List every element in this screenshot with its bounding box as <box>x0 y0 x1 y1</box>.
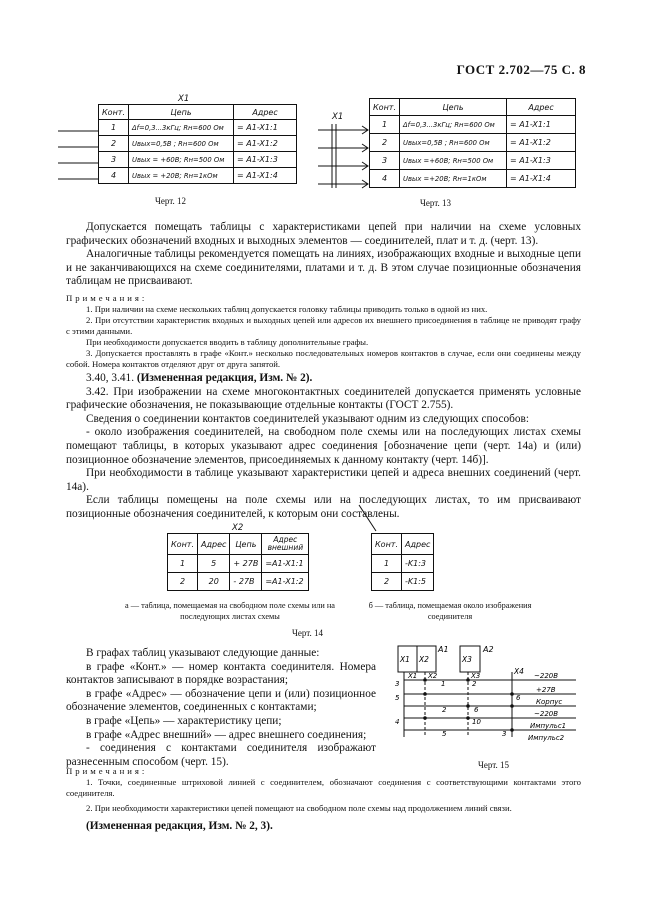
paragraph: Аналогичные таблицы рекомендуется помещать на линиях, изображающих входные и выходные цепи и не заканчивающихся на схеме соединителями, платами и т. д. В этом случае позиционные обозначения таблицам не присваивают. <box>66 248 581 288</box>
svg-text:5: 5 <box>442 730 447 738</box>
table-row: 1 Δf=0,3...3кГц; Rн=600 Ом = A1-X1:1 <box>99 120 297 136</box>
table-row: 2 -K1:5 <box>372 573 434 591</box>
paragraph: В графах таблиц указывают следующие данные: <box>86 647 320 659</box>
svg-text:3: 3 <box>502 730 507 738</box>
paragraph: - около изображения соединителей, на свободном поле схемы или на последующих листах схемы помещают таблицы, в которых указывают адрес соединения [обозначение цепи (черт. 14а) и (или) позиционное обозначение элементов, присоединяемых к данному контакту (черт. 14б)]. <box>66 426 581 466</box>
fig14-leader-line <box>356 503 380 533</box>
fig12-caption: Черт. 12 <box>155 196 186 206</box>
svg-text:2: 2 <box>442 706 447 714</box>
table-row: 1 5 + 27В =A1-X1:1 <box>168 555 309 573</box>
page-header: ГОСТ 2.702—75 С. 8 <box>456 62 586 77</box>
fig15-label-x3s: X3 <box>471 672 481 680</box>
svg-text:3: 3 <box>395 680 400 688</box>
fig15-label-x4: X4 <box>514 667 524 676</box>
table-row: 2 Uвых=0,5В ; Rн=600 Ом = A1-X1:2 <box>370 134 576 152</box>
table-row: 2 20 - 27В =A1-X1:2 <box>168 573 309 591</box>
note-item: 1. При наличии на схеме нескольких таблиц допускается головку таблицы приводить только в одной из них. <box>86 303 488 314</box>
fig15-signal: Импульс1 <box>530 722 567 730</box>
fig15-diagram <box>384 640 590 750</box>
table-row: 4 Uвых = +20В; Rн=1кОм = A1-X1:4 <box>99 168 297 184</box>
fig14b-table: Конт. Адрес 1 -K1:3 2 -K1:5 <box>371 533 434 591</box>
fig15-signal: Корпус <box>536 698 563 706</box>
paragraph: При необходимости в таблице указывают характеристики цепей и адреса внешних соединений (черт. 14а). <box>66 467 581 493</box>
paragraph: - соединения с контактами соединителя изображают разнесенным способом (черт. 15). <box>66 742 376 768</box>
fig15-signal: Импульс2 <box>528 734 565 742</box>
fig12-connector-label: X1 <box>178 94 190 104</box>
table-row: 2 Uвых=0,5В ; Rн=600 Ом = A1-X1:2 <box>99 136 297 152</box>
fig13-table: Конт. Цепь Адрес 1 Δf=0,3...3кГц; Rн=600 Ом = A1-X1:1 2 Uвых=0,5В ; Rн=600 Ом = A1-X1:2 3 Uвых =+60В; Rн=500 Ом = A1-X1:3 4 Uвых =+20В; Rн=1кОм = A1-X1:4 <box>369 98 576 188</box>
table-row: 4 Uвых =+20В; Rн=1кОм = A1-X1:4 <box>370 170 576 188</box>
table-row: 1 -K1:3 <box>372 555 434 573</box>
svg-text:1: 1 <box>441 680 446 688</box>
fig14b-label: б — таблица, помещаемая около изображения соединителя <box>368 601 532 621</box>
table-row: 1 Δf=0,3...3кГц; Rн=600 Ом = A1-X1:1 <box>370 116 576 134</box>
text-block-1 <box>66 221 581 522</box>
fig15-caption: Черт. 15 <box>478 760 509 770</box>
fig13-connector-label: X1 <box>332 112 344 122</box>
fig14a-connector-label: X2 <box>232 523 244 533</box>
table-row: 3 Uвых = +60В; Rн=500 Ом = A1-X1:3 <box>99 152 297 168</box>
fig13-caption: Черт. 13 <box>420 198 451 208</box>
paragraph: Сведения о соединении контактов соединителей указывают одним из следующих способов: <box>86 412 529 425</box>
note-item: 1. Точки, соединенные штриховой линией с соединителем, обозначают соединения с соответствующими контактами этого соединителя. <box>66 777 581 798</box>
note-item: 3. Допускается проставлять в графе «Конт.» несколько последовательных номеров контактов в случае, если они соединены между собой. Номера контактов отделяют друг от друга запятой. <box>66 347 581 369</box>
fig15-signal: ~220В <box>534 710 559 718</box>
notes-title: Примечания: <box>66 292 148 303</box>
svg-text:2: 2 <box>472 680 477 688</box>
paragraph: в графе «Адрес внешний» — адрес внешнего соединения; <box>86 728 367 741</box>
svg-text:10: 10 <box>472 718 481 726</box>
fig15-label-x1s: X1 <box>408 672 418 680</box>
paragraph: (Измененная редакция, Изм. № 2, 3). <box>86 820 273 832</box>
fig15-label-x3: X3 <box>462 655 472 664</box>
paragraph: 3.42. При изображении на схеме многоконтактных соединителей допускается применять условные графические обозначения, не показывающие отдельные контакты (ГОСТ 2.755). <box>66 385 581 412</box>
note-item: При необходимости допускается вводить в таблицу дополнительные графы. <box>86 336 369 347</box>
fig15-label-x1: X1 <box>400 655 410 664</box>
svg-text:4: 4 <box>395 718 400 726</box>
fig15-signal: +27В <box>536 686 556 694</box>
paragraph: 3.40, 3.41. (Измененная редакция, Изм. № 2). <box>86 371 313 384</box>
fig15-label-a1: A1 <box>438 645 449 654</box>
paragraph: Допускается помещать таблицы с характеристиками цепей при наличии на схеме условных графических обозначений входных и выходных элементов — соединителей, плат и т. д. (черт. 13). <box>66 221 581 247</box>
fig13-connector-symbol <box>318 122 370 190</box>
fig15-label-a2: A2 <box>483 645 494 654</box>
fig12-input-lines <box>58 125 98 185</box>
fig12-table <box>98 104 297 184</box>
paragraph: в графе «Конт.» — номер контакта соединителя. Номера контактов записывают в порядке возрастания; <box>66 660 376 687</box>
paragraph: в графе «Адрес» — обозначение цепи и (или) позиционное обозначение элементов, соединенных с контактами; <box>66 687 376 714</box>
svg-text:6: 6 <box>516 694 521 702</box>
fig15-signal: ~220В <box>534 672 559 680</box>
fig12-col-kont: Конт. <box>99 105 129 120</box>
fig15-label-x2s: X2 <box>428 672 438 680</box>
fig15-label-x2: X2 <box>419 655 429 664</box>
fig14a-label: а — таблица, помещаемая на свободном поле схемы или на последующих листах схемы <box>125 601 335 621</box>
fig14-caption: Черт. 14 <box>292 628 323 638</box>
text-block-2 <box>66 647 376 769</box>
note-item: 2. При необходимости характеристики цепей помещают на свободном поле схемы над продолжением линий связи. <box>86 803 512 813</box>
fig12-col-cep: Цепь <box>129 105 234 120</box>
svg-text:6: 6 <box>474 706 479 714</box>
text-block-3 <box>66 766 581 834</box>
paragraph: Если таблицы помещены на поле схемы или на последующих листах, то им присваивают позиционные обозначения соединителей, к которым они составлены. <box>66 494 581 520</box>
paragraph: в графе «Цепь» — характеристику цепи; <box>86 714 282 727</box>
notes-title: Примечания: <box>66 766 148 776</box>
fig12-col-adres: Адрес <box>234 105 297 120</box>
fig14a-table: Конт. Адрес Цепь Адрес внешний 1 5 + 27В =A1-X1:1 2 20 - 27В =A1-X1:2 <box>167 533 309 591</box>
svg-text:5: 5 <box>395 694 400 702</box>
table-row: 3 Uвых =+60В; Rн=500 Ом = A1-X1:3 <box>370 152 576 170</box>
note-item: 2. При отсутствии характеристик входных и выходных цепей или адресов их внешнего присоединения в таблице не приводят графу с этими данными. <box>66 314 581 336</box>
